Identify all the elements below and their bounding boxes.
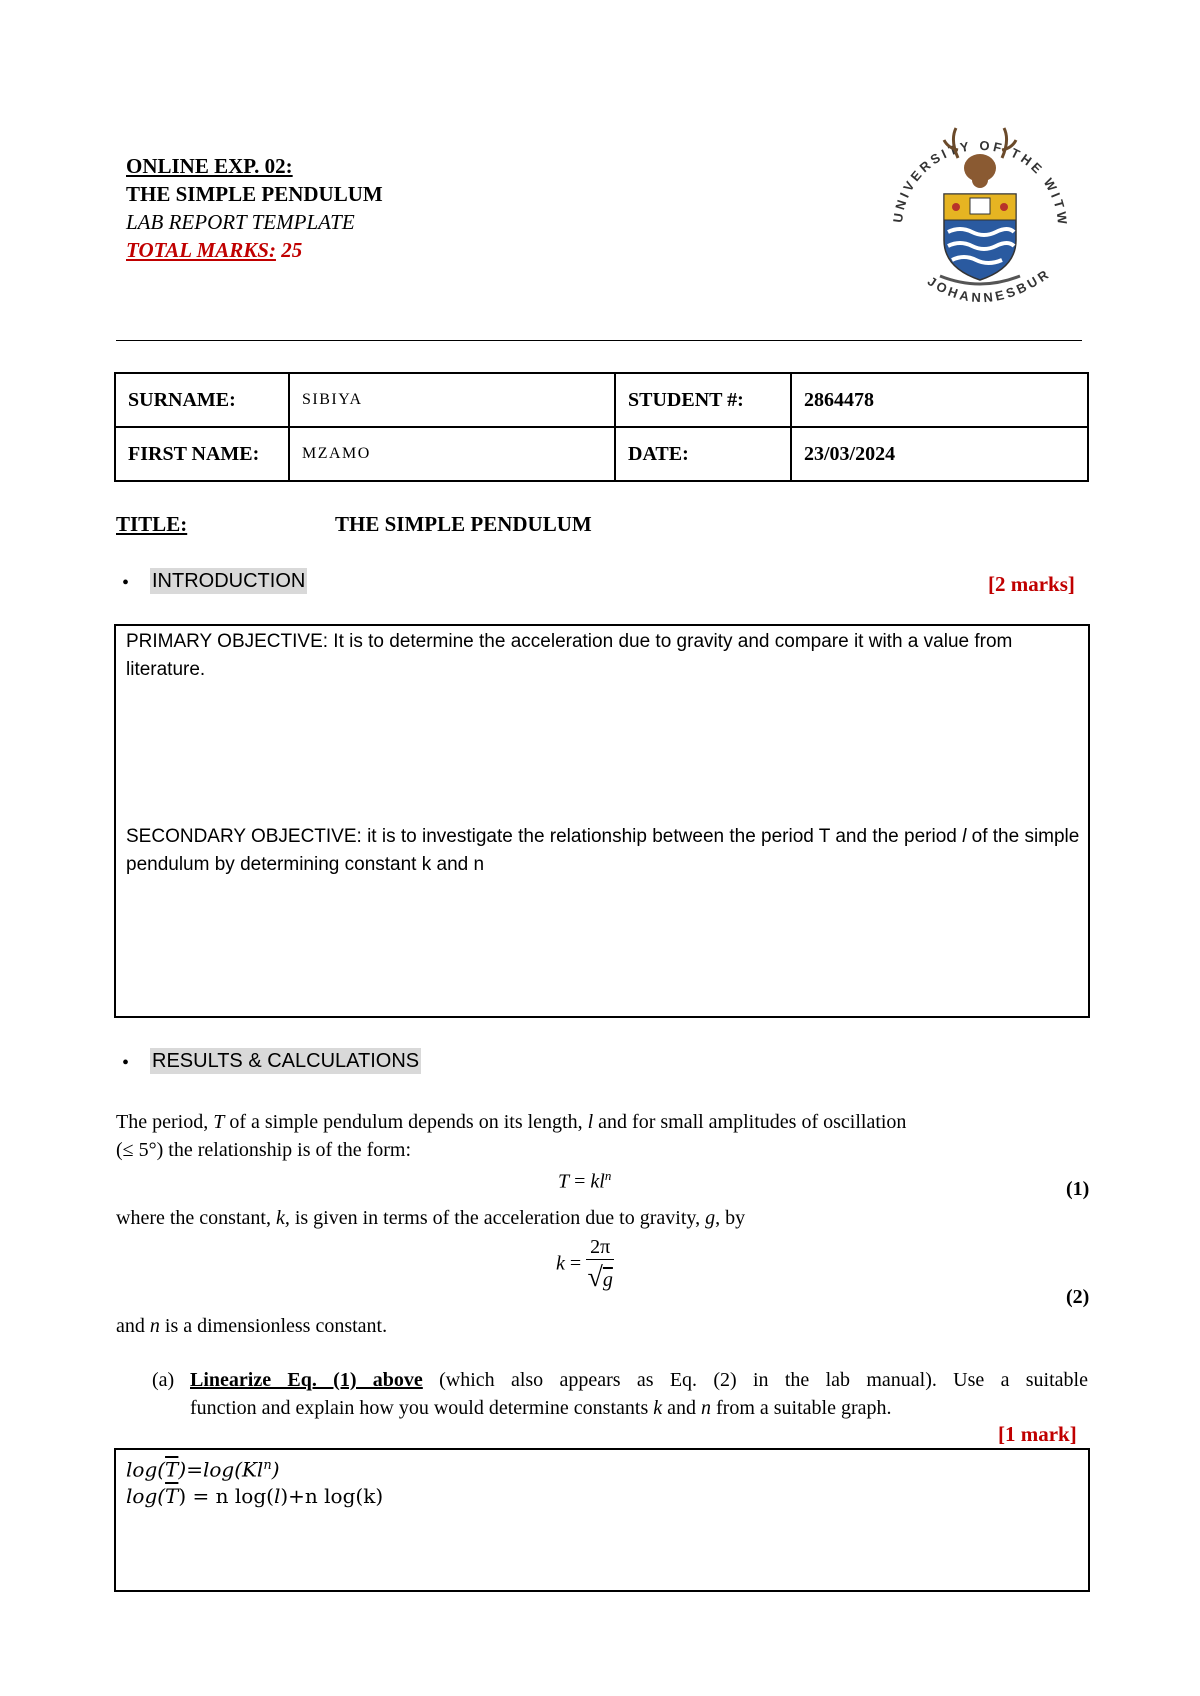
primary-objective: PRIMARY OBJECTIVE: It is to determine the acceleration due to gravity and compare it with a value from literature. xyxy=(126,631,1013,680)
results-bullet: • xyxy=(122,1052,130,1074)
table-row xyxy=(115,373,1088,427)
eq2-equals: = xyxy=(564,1252,587,1275)
question-a-text-1: (which also appears as Eq. (2) in the lab manual). Use a suitable xyxy=(422,1369,1088,1391)
para3-text-a: and xyxy=(116,1315,150,1337)
para1-T: T xyxy=(213,1111,225,1133)
surname-label: SURNAME: xyxy=(115,373,289,427)
eq1-lhs: T xyxy=(558,1170,570,1193)
experiment-title: THE SIMPLE PENDULUM xyxy=(126,182,383,206)
answer-line-1-c: ) xyxy=(271,1457,280,1482)
intro-heading-wrap xyxy=(150,570,307,593)
answer-line-1-T: $\overline{T}$ xyxy=(165,1457,179,1482)
university-logo xyxy=(880,110,1080,330)
results-heading: RESULTS & CALCULATIONS xyxy=(152,1050,420,1072)
answer-line-1-exp: n xyxy=(263,1458,272,1473)
question-a-marks: [1 mark] xyxy=(998,1422,1077,1446)
secondary-objective-l: l xyxy=(962,826,967,847)
header-divider xyxy=(116,340,1082,341)
template-subtitle: LAB REPORT TEMPLATE xyxy=(126,210,355,234)
para3-n: n xyxy=(149,1315,160,1337)
question-a-k: k xyxy=(653,1397,663,1419)
results-paragraph-2 xyxy=(116,1204,1086,1232)
secondary-objective-text-a: SECONDARY OBJECTIVE: it is to investigate the relationship between the period T and the period xyxy=(126,826,963,847)
eq2-g: g xyxy=(602,1269,613,1291)
wits-crest-icon xyxy=(880,110,1080,330)
secondary-objective xyxy=(126,823,1081,879)
first-name-value: MZAMO xyxy=(289,427,615,481)
first-name-label: FIRST NAME: xyxy=(115,427,289,481)
title-label: TITLE: xyxy=(116,512,188,536)
para2-k: k, xyxy=(275,1207,290,1229)
answer-line-1 xyxy=(126,1452,280,1484)
eq1-equals: = xyxy=(569,1170,591,1193)
answer-line-2 xyxy=(126,1482,383,1510)
para2-text-b: is given in terms of the acceleration due to gravity, xyxy=(289,1207,706,1229)
total-marks-label: TOTAL MARKS: xyxy=(126,238,276,262)
title-value: THE SIMPLE PENDULUM xyxy=(335,512,592,536)
logo-arc-top: UNIVERSITY OF THE WITW xyxy=(890,137,1071,228)
student-number-value: 2864478 xyxy=(791,373,1088,427)
para3-text-b: is a dimensionless constant. xyxy=(159,1315,388,1337)
intro-bullet: • xyxy=(122,572,130,594)
question-a-label: (a) xyxy=(152,1369,175,1391)
para1-text-d: (≤ 5°) the relationship is of the form: xyxy=(116,1139,412,1161)
intro-marks: [2 marks] xyxy=(988,572,1075,596)
para1-l: l xyxy=(587,1111,594,1133)
para1-text-b: of a simple pendulum depends on its length, xyxy=(224,1111,588,1133)
eq2-fraction xyxy=(586,1236,614,1294)
table-row xyxy=(115,427,1088,481)
intro-heading: INTRODUCTION xyxy=(152,570,306,592)
results-heading-wrap xyxy=(150,1050,421,1073)
total-marks xyxy=(126,236,302,264)
equation-1-number: (1) xyxy=(1066,1178,1090,1200)
answer-line-2-c: )+n log(k) xyxy=(280,1484,384,1508)
para1-text-a: The period, xyxy=(116,1111,214,1133)
question-a-line-1 xyxy=(190,1366,1088,1394)
equation-2 xyxy=(556,1236,614,1294)
question-a-text-2c: from a suitable graph. xyxy=(711,1397,892,1419)
results-paragraph-3 xyxy=(116,1312,387,1340)
eq2-lhs: k xyxy=(556,1252,565,1275)
para1-text-c: and for small amplitudes of oscillation xyxy=(593,1111,907,1133)
total-marks-value: 25 xyxy=(275,238,303,262)
equation-1 xyxy=(558,1168,611,1194)
equation-2-number: (2) xyxy=(1066,1286,1090,1308)
question-a-n: n xyxy=(701,1397,712,1419)
results-paragraph-1 xyxy=(116,1108,1086,1164)
answer-line-2-b: ) = n log( xyxy=(178,1484,274,1508)
eq2-numerator: 2π xyxy=(586,1236,614,1260)
answer-line-1-a: log( xyxy=(126,1457,166,1482)
logo-arc-bottom: JOHANNESBUR xyxy=(924,265,1054,306)
para2-g: g xyxy=(705,1207,716,1229)
question-a-text-2a: function and explain how you would determine constants xyxy=(190,1397,654,1419)
student-info-table xyxy=(114,372,1089,482)
para2-text-c: , by xyxy=(715,1207,746,1229)
question-a-text-2b: and xyxy=(662,1397,702,1419)
secondary-objective-text-b: of the simple pendulum by determining constant k and n xyxy=(126,826,1080,875)
eq1-rhs: kl xyxy=(590,1170,605,1193)
answer-line-2-a: log( xyxy=(126,1484,166,1508)
experiment-number: ONLINE EXP. 02: xyxy=(126,154,293,178)
student-number-label: STUDENT #: xyxy=(615,373,791,427)
question-a-bold: Linearize Eq. (1) above xyxy=(190,1369,423,1391)
sqrt-icon: √ xyxy=(587,1262,603,1293)
date-label: DATE: xyxy=(615,427,791,481)
para2-text-a: where the constant, xyxy=(116,1207,276,1229)
answer-line-2-l: l xyxy=(273,1484,281,1508)
answer-line-1-b: )=log(Kl xyxy=(178,1457,264,1482)
answer-line-2-T: $\overline{T}$ xyxy=(165,1484,179,1508)
eq1-exponent: n xyxy=(604,1168,612,1183)
surname-value: SIBIYA xyxy=(289,373,615,427)
eq2-denominator xyxy=(586,1260,614,1294)
date-value: 23/03/2024 xyxy=(791,427,1088,481)
question-a-line-2 xyxy=(190,1394,1088,1422)
